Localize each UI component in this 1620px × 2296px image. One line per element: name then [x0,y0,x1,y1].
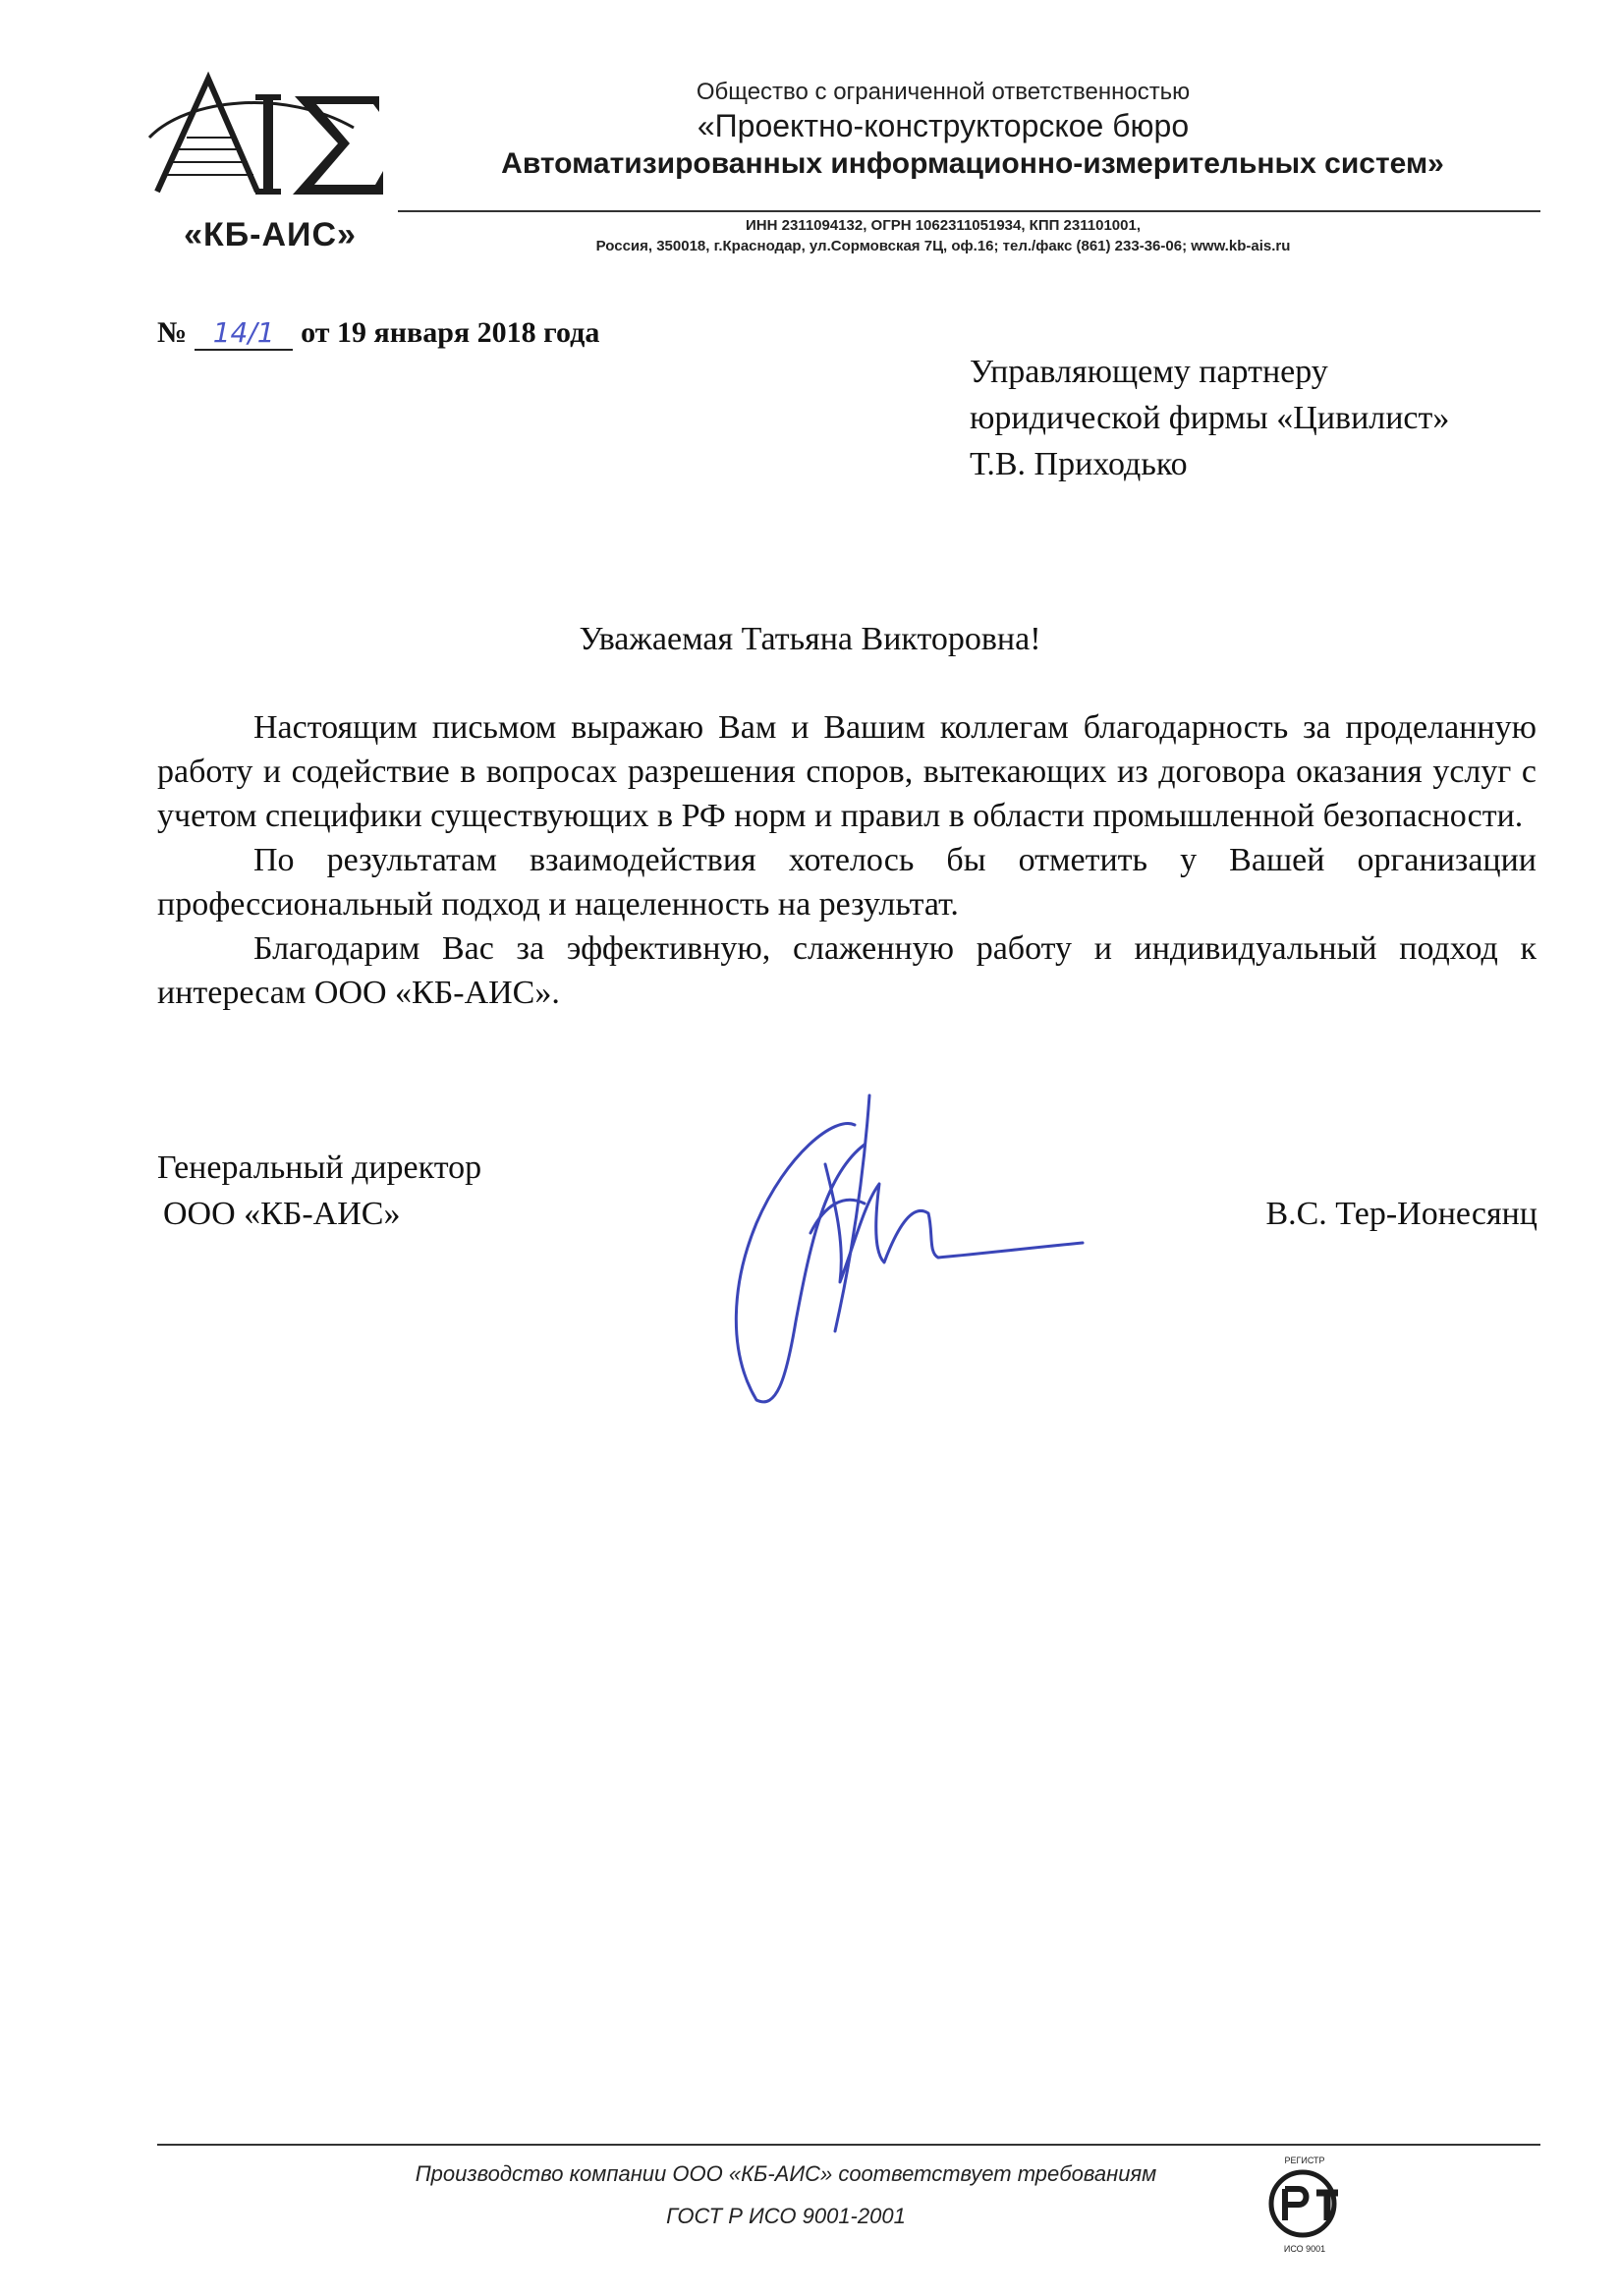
letter-date: от 19 января 2018 года [301,316,600,349]
cert-top-label: РЕГИСТР [1284,2156,1325,2165]
ais-logo-icon [147,69,393,206]
signatory-name: В.С. Тер-Ионесянц [1265,1196,1537,1232]
gost-r-certification-icon [1256,2150,1354,2258]
letter-reference [157,316,599,351]
letter-greeting: Уважаемая Татьяна Викторовна! [579,621,1041,657]
cert-bottom-label: ИСО 9001 [1283,2244,1326,2254]
letter-body [157,705,1536,1015]
recipient-name: Т.В. Приходько [970,446,1188,482]
body-paragraph: Благодарим Вас за эффективную, слаженную работу и индивидуальный подход к интересам ООО «КБ-АИС». [157,930,1536,1011]
body-paragraph: Настоящим письмом выражаю Вам и Вашим коллегам благодарность за проделанную работу и содействие в вопросах разрешения споров, вытекающих из договора оказания услуг с учетом специфики существующих в РФ норм и правил в области промышленной безопасности. [157,709,1536,834]
signatory-title: Генеральный директор [157,1149,482,1186]
company-name-line2: Автоматизированных информационно-измерительных систем» [501,147,1444,180]
company-name-line1: «Проектно-конструкторское бюро [697,108,1190,143]
header-divider [398,210,1540,212]
letter-number: 14/1 [195,317,293,351]
body-paragraph: По результатам взаимодействия хотелось бы отметить у Вашей организации профессиональный подход и нацеленность на результат. [157,842,1536,923]
footer-divider [157,2144,1540,2146]
recipient-position: Управляющему партнеру [970,354,1328,390]
contact-address: Россия, 350018, г.Краснодар, ул.Сормовская 7Ц, оф.16; тел./факс (861) 233-36-06; www.kb-ais.ru [595,238,1291,254]
registration-details: ИНН 2311094132, ОГРН 1062311051934, КПП 231101001, [746,217,1141,234]
handwritten-signature [717,1086,1090,1410]
footer-standard: ГОСТ Р ИСО 9001-2001 [666,2204,906,2228]
company-legal-form: Общество с ограниченной ответственностью [696,79,1191,105]
signatory-organization: ООО «КБ-АИС» [163,1196,401,1232]
footer-compliance-text: Производство компании ООО «КБ-АИС» соответствует требованиям [415,2161,1157,2186]
recipient-organization: юридической фирмы «Цивилист» [970,400,1450,436]
number-sign: № [157,316,188,349]
logo-caption: «КБ-АИС» [184,216,357,253]
